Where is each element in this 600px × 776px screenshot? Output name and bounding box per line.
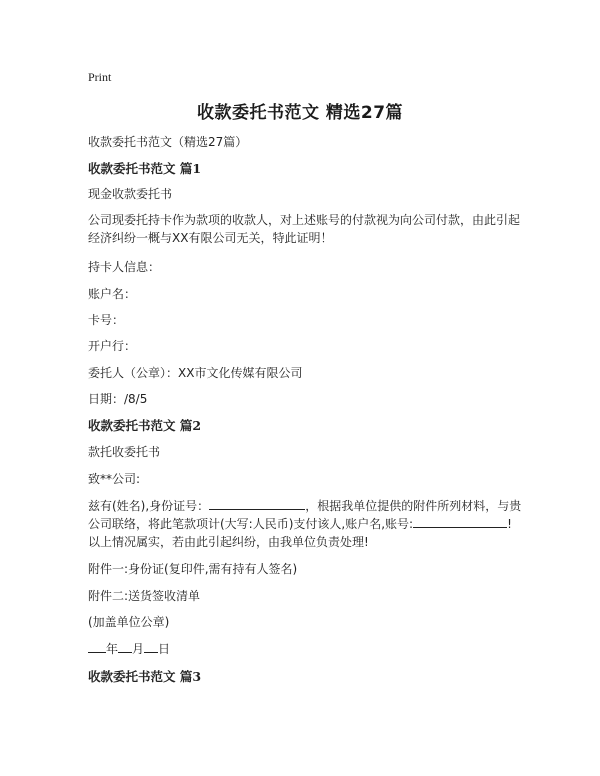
print-link[interactable]: Print (88, 70, 112, 84)
year-label: 年 (106, 642, 119, 656)
section1-doc-title: 现金收款委托书 (88, 187, 173, 201)
year-blank (88, 640, 106, 653)
section-heading-2: 收款委托书范文 篇2 (88, 418, 202, 433)
section-heading-3: 收款委托书范文 篇3 (88, 669, 202, 684)
holder-info-label: 持卡人信息： (88, 260, 161, 274)
section1-paragraph-line1: 公司现委托持卡作为款项的收款人，对上述账号的付款视为向公司付款，由此引起 (88, 213, 521, 227)
section-heading-1: 收款委托书范文 篇1 (88, 161, 202, 176)
section2-body-line2 (88, 515, 512, 534)
signature-date-line (88, 640, 170, 659)
body-line2-start: 公司联络，将此笔款项计(大写:人民币)支付该人,账户名,账号: (88, 517, 414, 531)
attachment-2: 附件二:送货签收清单 (88, 589, 201, 603)
day-blank (144, 640, 158, 653)
body-line2-end: ! (507, 517, 512, 531)
month-blank (118, 640, 132, 653)
page-title: 收款委托书范文 精选27篇 (196, 103, 404, 123)
attachment-1: 附件一:身份证(复印件,需有持有人签名) (88, 562, 298, 576)
section2-body-line1 (88, 497, 521, 516)
addressee-line: 致**公司: (88, 472, 141, 486)
principal-line: 委托人（公章）：XX市文化传媒有限公司 (88, 366, 303, 380)
body-line1-start: 兹有(姓名),身份证号： (88, 499, 210, 513)
seal-line: (加盖单位公章) (88, 615, 170, 629)
section2-doc-title: 款托收委托书 (88, 445, 161, 459)
section1-paragraph-line2: 经济纠纷一概与XX有限公司无关，特此证明！ (88, 231, 333, 245)
card-number-label: 卡号： (88, 313, 125, 327)
id-number-blank (209, 497, 305, 510)
account-name-label: 账户名： (88, 287, 137, 301)
subtitle: 收款委托书范文（精选27篇） (88, 135, 248, 149)
body-line1-end: ，根据我单位提供的附件所列材料，与贵 (305, 499, 522, 513)
account-number-blank (413, 515, 507, 528)
section2-body-line3: 以上情况属实，若由此引起纠纷，由我单位负责处理! (88, 535, 369, 549)
day-label: 日 (158, 642, 171, 656)
date-line: 日期：/8/5 (88, 392, 148, 406)
bank-label: 开户行： (88, 339, 137, 353)
month-label: 月 (132, 642, 145, 656)
